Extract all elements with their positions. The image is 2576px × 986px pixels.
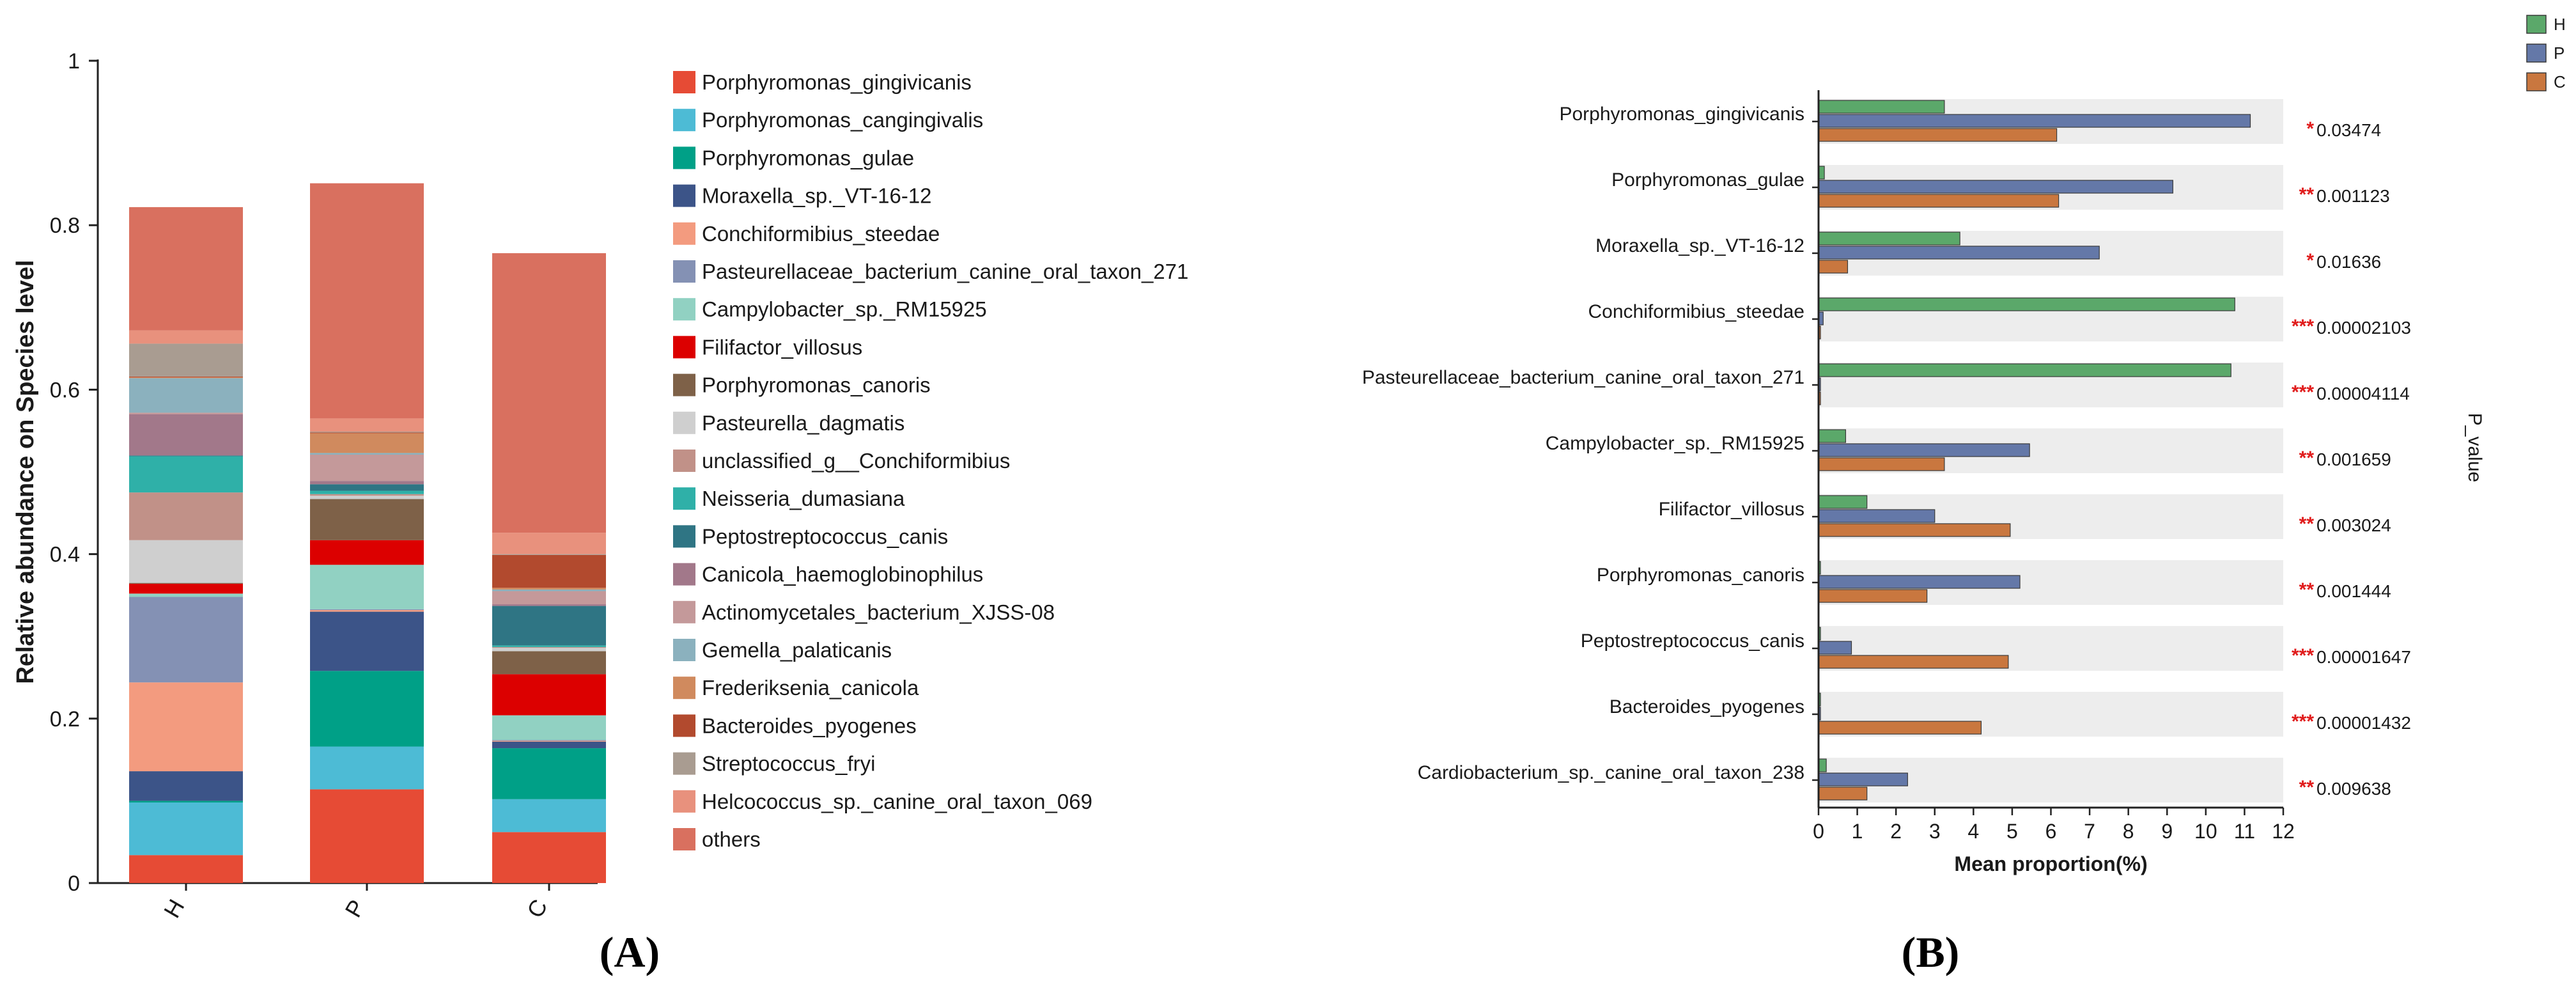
legend-swatch xyxy=(673,487,695,510)
x-tick-label: 6 xyxy=(2045,820,2057,843)
legend-swatch xyxy=(673,374,695,396)
legend-swatch xyxy=(2527,73,2546,91)
legend-swatch xyxy=(673,185,695,207)
proportion-bar xyxy=(1819,510,1935,522)
bar-segment xyxy=(129,378,243,412)
panel-label-b: (B) xyxy=(1901,928,1960,976)
bar-segment xyxy=(310,184,424,419)
panel-label-a: (A) xyxy=(599,928,660,976)
proportion-bar xyxy=(1819,298,2235,311)
significance-stars: *** xyxy=(2291,316,2314,337)
panel-b-horizontal-bar-chart xyxy=(1362,15,2566,875)
x-tick-label: 9 xyxy=(2161,820,2173,843)
bar-segment xyxy=(492,591,606,604)
legend-label: Porphyromonas_gulae xyxy=(702,146,915,170)
legend-label: Porphyromonas_cangingivalis xyxy=(702,108,984,132)
bar-segment xyxy=(492,604,606,606)
p-value-label: 0.00002103 xyxy=(2316,318,2411,338)
p-value-label: 0.009638 xyxy=(2316,779,2391,799)
category-label: Filifactor_villosus xyxy=(1658,499,1804,520)
legend-label: Frederiksenia_canicola xyxy=(702,676,919,700)
legend-label: Canicola_haemoglobinophilus xyxy=(702,562,984,586)
proportion-bar xyxy=(1819,180,2173,193)
proportion-bar xyxy=(1819,194,2059,207)
x-tick-label: 3 xyxy=(1928,820,1941,843)
bar-segment xyxy=(492,590,606,591)
bar-segment xyxy=(492,606,606,646)
proportion-bar xyxy=(1819,129,2057,141)
legend-swatch xyxy=(673,71,695,93)
legend-swatch xyxy=(673,601,695,623)
bar-segment xyxy=(310,609,424,610)
legend-swatch xyxy=(673,260,695,283)
bar-segment xyxy=(492,554,606,555)
x-tick-label: 8 xyxy=(2122,820,2134,843)
legend-swatch xyxy=(673,298,695,320)
p-value-label: 0.03474 xyxy=(2316,120,2382,140)
significance-stars: ** xyxy=(2299,448,2314,469)
category-label: Conchiformibius_steedae xyxy=(1588,301,1804,322)
bar-segment xyxy=(129,207,243,331)
bar-segment xyxy=(310,540,424,565)
legend-swatch xyxy=(673,790,695,813)
bar-segment xyxy=(129,414,243,455)
bar-segment xyxy=(129,455,243,456)
bar-segment xyxy=(492,651,606,674)
x-tick-label: 11 xyxy=(2233,820,2256,843)
y-tick-label: 0.2 xyxy=(49,707,80,732)
legend-label: Pasteurella_dagmatis xyxy=(702,411,905,435)
y-tick-label: 0 xyxy=(68,872,80,896)
legend-swatch xyxy=(673,677,695,699)
category-label: Campylobacter_sp._RM15925 xyxy=(1545,433,1804,454)
bar-segment xyxy=(310,747,424,790)
proportion-bar xyxy=(1819,641,1851,654)
legend-label: Moraxella_sp._VT-16-12 xyxy=(702,184,932,208)
bar-segment xyxy=(492,674,606,715)
proportion-bar xyxy=(1819,364,2231,377)
panel-a-stacked-bar-chart xyxy=(12,49,1188,922)
legend-label: Peptostreptococcus_canis xyxy=(702,524,949,549)
bar-segment xyxy=(492,648,606,651)
legend-label: Porphyromonas_gingivicanis xyxy=(702,70,972,94)
bar-segment xyxy=(492,647,606,648)
p-value-label: 0.001444 xyxy=(2316,581,2391,601)
proportion-bar xyxy=(1819,787,1867,800)
significance-stars: *** xyxy=(2291,711,2314,732)
significance-stars: ** xyxy=(2299,184,2314,205)
bar-segment xyxy=(129,802,243,855)
x-tick-label: 5 xyxy=(2006,820,2018,843)
bar-segment xyxy=(129,597,243,682)
bar-segment xyxy=(492,555,606,588)
bar-segment xyxy=(310,484,424,490)
legend-label: unclassified_g__Conchiformibius xyxy=(702,449,1011,473)
legend-label: Neisseria_dumasiana xyxy=(702,487,905,511)
proportion-bar xyxy=(1819,458,1944,471)
bar-segment xyxy=(310,671,424,746)
bar-segment xyxy=(492,742,606,748)
bar-segment xyxy=(129,593,243,597)
proportion-bar xyxy=(1819,655,2008,668)
y-tick-label: 0.8 xyxy=(49,214,80,239)
legend-label: Actinomycetales_bacterium_XJSS-08 xyxy=(702,600,1055,624)
bar-segment xyxy=(310,610,424,612)
significance-stars: *** xyxy=(2291,382,2314,403)
proportion-bar xyxy=(1819,114,2251,127)
significance-stars: * xyxy=(2306,118,2314,139)
legend-swatch xyxy=(2527,44,2546,62)
legend-label: Porphyromonas_canoris xyxy=(702,373,931,397)
bar-segment xyxy=(129,771,243,801)
proportion-bar xyxy=(1819,590,1927,602)
significance-stars: ** xyxy=(2299,513,2314,535)
p-value-label: 0.01636 xyxy=(2316,252,2382,272)
legend-swatch xyxy=(673,146,695,169)
bar-segment xyxy=(492,716,606,740)
x-axis-title: Mean proportion(%) xyxy=(1954,852,2148,875)
proportion-bar xyxy=(1819,721,1981,734)
proportion-bar xyxy=(1819,232,1960,245)
proportion-bar xyxy=(1819,444,2029,457)
x-tick-label: 2 xyxy=(1890,820,1902,843)
legend-swatch xyxy=(673,753,695,775)
legend-label: Gemella_palaticanis xyxy=(702,638,892,662)
proportion-bar xyxy=(1819,430,1845,442)
p-value-axis-title: P_value xyxy=(2464,412,2485,483)
legend-label: others xyxy=(702,827,761,851)
bar-segment xyxy=(129,540,243,583)
legend-swatch xyxy=(673,639,695,661)
bar-segment xyxy=(492,588,606,590)
category-label: Porphyromonas_gingivicanis xyxy=(1559,104,1804,125)
bar-segment xyxy=(492,832,606,883)
category-label: Cardiobacterium_sp._canine_oral_taxon_238 xyxy=(1417,762,1804,783)
bar-segment xyxy=(129,682,243,771)
legend-swatch xyxy=(673,563,695,586)
y-tick-label: 0.6 xyxy=(49,378,80,403)
bar-segment xyxy=(129,855,243,883)
category-label: Bacteroides_pyogenes xyxy=(1609,696,1804,717)
p-value-label: 0.001659 xyxy=(2316,450,2391,469)
category-label: Moraxella_sp._VT-16-12 xyxy=(1595,235,1804,256)
bar-segment xyxy=(310,612,424,671)
legend-label: Conchiformibius_steedae xyxy=(702,221,940,246)
bar-segment xyxy=(310,491,424,494)
bar-segment xyxy=(492,799,606,832)
legend-label: H xyxy=(2554,15,2566,34)
bar-segment xyxy=(310,432,424,433)
x-tick-label: P xyxy=(339,895,370,922)
y-tick-label: 0.4 xyxy=(49,542,80,567)
bar-segment xyxy=(492,645,606,647)
bar-segment xyxy=(310,434,424,453)
proportion-bar xyxy=(1819,575,2020,588)
y-axis-title: Relative abundance on Species level xyxy=(12,260,39,684)
legend-label: Bacteroides_pyogenes xyxy=(702,714,917,738)
legend-swatch xyxy=(673,828,695,850)
significance-stars: ** xyxy=(2299,777,2314,798)
x-tick-label: 12 xyxy=(2272,820,2295,843)
x-tick-label: 4 xyxy=(1967,820,1980,843)
p-value-label: 0.001123 xyxy=(2316,186,2390,206)
legend-label: Filifactor_villosus xyxy=(702,335,863,359)
category-label: Pasteurellaceae_bacterium_canine_oral_taxon_271 xyxy=(1362,367,1804,388)
legend-label: Campylobacter_sp._RM15925 xyxy=(702,297,987,322)
legend-swatch xyxy=(673,412,695,434)
bar-segment xyxy=(310,481,424,484)
legend-swatch xyxy=(2527,15,2546,33)
bar-segment xyxy=(310,455,424,481)
proportion-bar xyxy=(1819,524,2010,536)
legend-swatch xyxy=(673,525,695,547)
category-label: Peptostreptococcus_canis xyxy=(1580,630,1804,652)
proportion-bar xyxy=(1819,759,1826,772)
legend-swatch xyxy=(673,336,695,358)
bar-segment xyxy=(492,741,606,742)
category-label: Porphyromonas_gulae xyxy=(1611,169,1804,191)
bar-segment xyxy=(492,253,606,533)
proportion-bar xyxy=(1819,773,1907,786)
bar-segment xyxy=(310,496,424,499)
x-tick-label: C xyxy=(521,895,553,923)
legend-swatch xyxy=(673,109,695,131)
significance-stars: *** xyxy=(2291,645,2314,666)
category-label: Porphyromonas_canoris xyxy=(1596,565,1804,586)
proportion-bar xyxy=(1819,246,2099,259)
legend-label: Helcococcus_sp._canine_oral_taxon_069 xyxy=(702,789,1092,813)
p-value-label: 0.00004114 xyxy=(2316,384,2410,403)
bar-segment xyxy=(310,418,424,432)
x-tick-label: H xyxy=(158,895,190,923)
legend-swatch xyxy=(673,450,695,472)
proportion-bar xyxy=(1819,496,1867,508)
x-tick-label: 1 xyxy=(1851,820,1863,843)
bar-segment xyxy=(129,584,243,593)
bar-segment xyxy=(129,457,243,493)
p-value-label: 0.00001647 xyxy=(2316,647,2411,667)
legend-swatch xyxy=(673,714,695,737)
x-tick-label: 10 xyxy=(2194,820,2217,843)
bar-segment xyxy=(129,801,243,802)
bar-segment xyxy=(129,583,243,584)
bar-segment xyxy=(310,494,424,496)
bar-segment xyxy=(310,789,424,883)
legend-label: Streptococcus_fryi xyxy=(702,751,876,776)
p-value-label: 0.00001432 xyxy=(2316,713,2411,733)
p-value-label: 0.003024 xyxy=(2316,515,2391,535)
bar-segment xyxy=(129,343,243,376)
x-tick-label: 7 xyxy=(2084,820,2095,843)
significance-stars: ** xyxy=(2299,579,2314,600)
legend-label: C xyxy=(2554,72,2566,91)
bar-segment xyxy=(310,565,424,609)
bar-segment xyxy=(310,453,424,455)
significance-stars: * xyxy=(2306,250,2314,271)
proportion-bar xyxy=(1819,260,1847,273)
bar-segment xyxy=(310,499,424,540)
x-tick-label: 0 xyxy=(1813,820,1824,843)
legend-label: P xyxy=(2554,43,2565,63)
bar-segment xyxy=(492,748,606,799)
bar-segment xyxy=(129,492,243,540)
bar-segment xyxy=(129,331,243,344)
proportion-bar xyxy=(1819,100,1944,113)
y-tick-label: 1 xyxy=(68,49,80,74)
legend-label: Pasteurellaceae_bacterium_canine_oral_taxon_271 xyxy=(702,260,1189,283)
bar-segment xyxy=(492,533,606,554)
bar-segment xyxy=(129,412,243,414)
legend-swatch xyxy=(673,223,695,245)
bar-segment xyxy=(129,377,243,378)
